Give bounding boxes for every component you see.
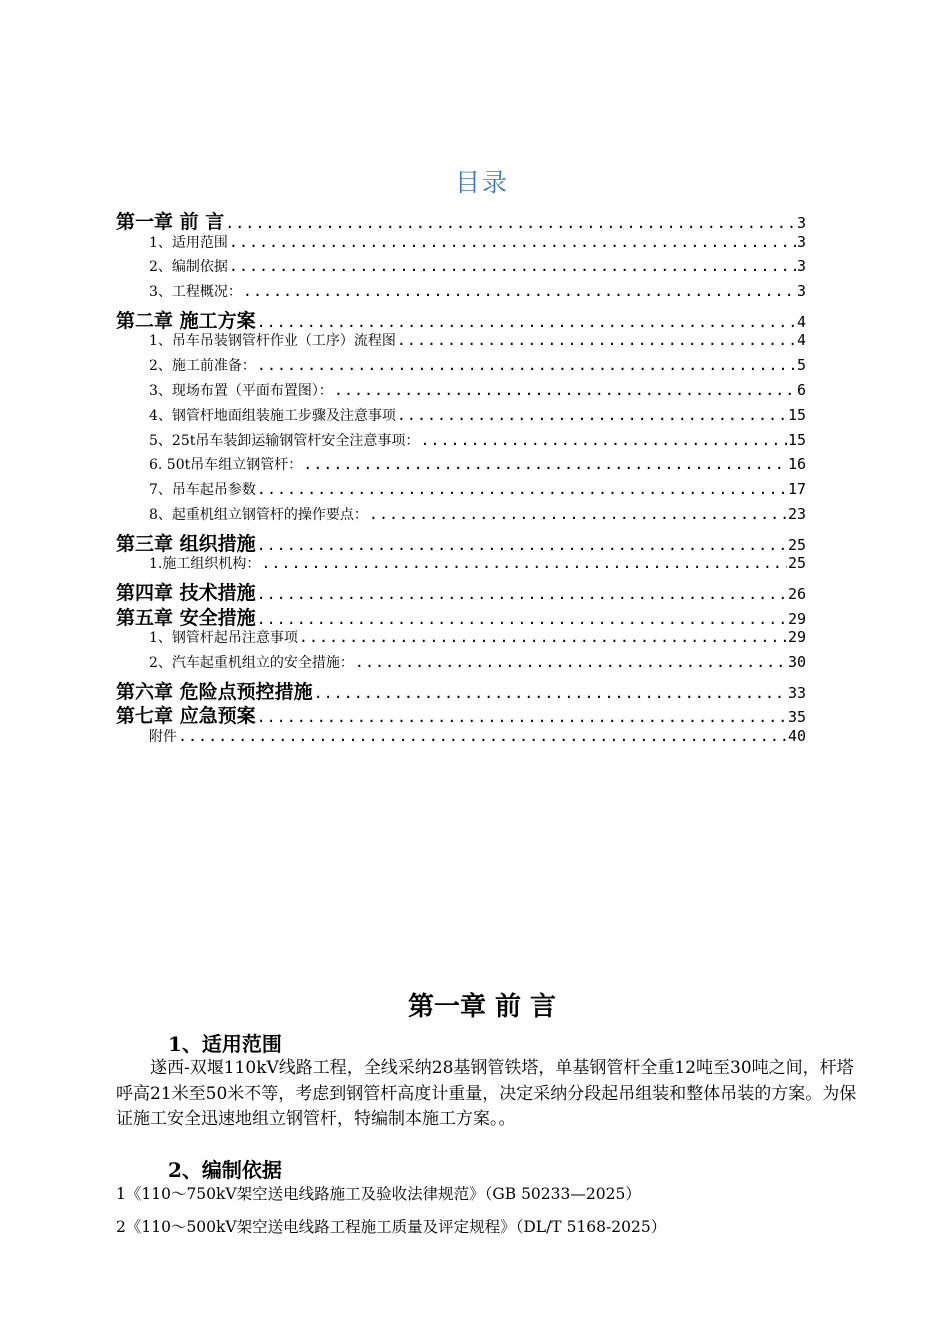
section-heading: 1、适用范围	[168, 1032, 282, 1056]
toc-entry-label: 第二章 施工方案	[116, 309, 256, 331]
toc-leader-dots	[261, 554, 787, 572]
toc-leader-dots	[299, 628, 787, 646]
toc-leader-dots	[229, 257, 796, 275]
toc-leader-dots	[178, 727, 787, 745]
chapter-title: 第一章 前 言	[407, 992, 557, 1022]
toc-entry-label: 2、编制依据	[149, 259, 228, 276]
toc-entry-page: 29	[787, 628, 806, 647]
toc-entry-label: 7、吊车起吊参数	[149, 482, 256, 499]
toc-entry[interactable]	[116, 553, 806, 578]
toc-entry[interactable]	[116, 330, 806, 355]
toc-entry-label: 附件	[149, 728, 177, 745]
toc-entry[interactable]	[116, 454, 806, 479]
toc-leader-dots	[257, 610, 787, 628]
toc-entry[interactable]	[116, 430, 806, 455]
toc-entry[interactable]	[116, 578, 806, 603]
toc-entry-page: 26	[787, 585, 806, 603]
toc-entry[interactable]	[116, 504, 806, 529]
toc-entry-label: 1、钢管杆起吊注意事项	[149, 630, 298, 647]
toc-leader-dots	[257, 585, 787, 603]
toc-entry-page: 16	[787, 455, 806, 474]
toc-entry-page: 15	[787, 405, 806, 424]
toc-entry-label: 4、钢管杆地面组装施工步骤及注意事项	[149, 407, 396, 424]
toc-entry[interactable]	[116, 652, 806, 677]
toc-entry-page: 3	[796, 214, 806, 232]
toc-leader-dots	[314, 684, 787, 702]
toc-entry-label: 第四章 技术措施	[116, 582, 256, 603]
toc-entry[interactable]	[116, 355, 806, 380]
toc-entry-label: 1.施工组织机构：	[149, 556, 261, 573]
toc-entry[interactable]	[116, 677, 806, 702]
toc-leader-dots	[355, 653, 787, 671]
toc-entry-label: 8、起重机组立钢管杆的操作要点：	[149, 506, 368, 523]
toc-leader-dots	[397, 331, 796, 349]
toc-leader-dots	[397, 406, 787, 424]
body-paragraph: 遂西-双堰110kV线路工程，全线采纳28基钢管铁塔，单基钢管杆全重12吨至30吨之间，杆塔呼高21米至50米不等，考虑到钢管杆高度计重量，决定采纳分段起吊组装和整体吊装的方案。为保证施工安全迅速地组立钢管杆，特编制本施工方案。。	[116, 1058, 857, 1129]
toc-entry-label: 第三章 组织措施	[116, 532, 256, 554]
toc-entry-label: 1、吊车吊装钢管杆作业（工序）流程图	[149, 333, 396, 350]
toc-leader-dots	[257, 480, 787, 498]
toc-entry-page: 40	[787, 726, 806, 745]
toc-entry-page: 25	[787, 535, 806, 554]
toc-entry-label: 第五章 安全措施	[116, 606, 256, 628]
toc-entry-page: 4	[796, 331, 806, 350]
toc-entry-label: 第七章 应急预案	[116, 705, 256, 726]
toc-entry[interactable]	[116, 281, 806, 306]
toc-leader-dots	[257, 356, 796, 374]
toc-entry-label: 6. 50t吊车组立钢管杆：	[149, 457, 303, 474]
toc-entry[interactable]	[116, 603, 806, 628]
toc-entry-page: 25	[787, 554, 806, 573]
toc-entry[interactable]	[116, 306, 806, 331]
toc-leader-dots	[225, 214, 796, 232]
toc-leader-dots	[257, 313, 796, 331]
toc-entry-page: 23	[787, 504, 806, 523]
toc-leader-dots	[229, 233, 796, 251]
toc-entry-label: 3、现场布置（平面布置图）：	[149, 382, 333, 399]
toc-title: 目录	[454, 168, 509, 197]
table-of-contents	[116, 207, 806, 750]
toc-leader-dots	[420, 431, 787, 449]
toc-leader-dots	[369, 505, 787, 523]
toc-leader-dots	[257, 708, 787, 726]
toc-leader-dots	[243, 282, 796, 300]
toc-entry[interactable]	[116, 232, 806, 257]
toc-entry[interactable]	[116, 529, 806, 554]
toc-entry[interactable]	[116, 726, 806, 751]
toc-leader-dots	[334, 381, 796, 399]
toc-entry-page: 3	[796, 232, 806, 251]
toc-entry-label: 第一章 前 言	[116, 211, 225, 232]
toc-entry-page: 4	[796, 312, 806, 331]
toc-entry[interactable]	[116, 479, 806, 504]
toc-leader-dots	[257, 536, 787, 554]
toc-entry-page: 29	[787, 609, 806, 628]
toc-entry-page: 5	[796, 356, 806, 375]
toc-entry-page: 30	[787, 652, 806, 671]
toc-entry-page: 17	[787, 480, 806, 499]
reference-item: 2《110～500kV架空送电线路工程施工质量及评定规程》（DL/T 5168-2025）	[116, 1218, 667, 1236]
toc-entry-label: 2、施工前准备：	[149, 358, 256, 375]
reference-item: 1《110～750kV架空送电线路施工及验收法律规范》（GB 50233—2025）	[116, 1185, 641, 1203]
toc-entry-page: 6	[796, 380, 806, 399]
toc-entry-page: 15	[787, 430, 806, 449]
section-heading: 2、编制依据	[168, 1158, 282, 1182]
toc-entry-label: 第六章 危险点预控措施	[116, 680, 313, 702]
toc-entry[interactable]	[116, 256, 806, 281]
toc-entry-label: 2、汽车起重机组立的安全措施：	[149, 654, 354, 671]
toc-entry[interactable]	[116, 207, 806, 232]
toc-entry-page: 3	[796, 257, 806, 276]
toc-entry[interactable]	[116, 701, 806, 726]
toc-entry[interactable]	[116, 405, 806, 430]
toc-entry[interactable]	[116, 380, 806, 405]
toc-entry-label: 5、25t吊车装卸运输钢管杆安全注意事项：	[149, 432, 420, 449]
toc-entry-page: 33	[787, 683, 806, 702]
toc-entry-label: 3、工程概况：	[149, 284, 242, 301]
toc-entry[interactable]	[116, 627, 806, 652]
toc-leader-dots	[303, 455, 787, 473]
toc-entry-label: 1、适用范围	[149, 234, 228, 251]
toc-entry-page: 3	[796, 282, 806, 301]
toc-entry-page: 35	[787, 708, 806, 726]
